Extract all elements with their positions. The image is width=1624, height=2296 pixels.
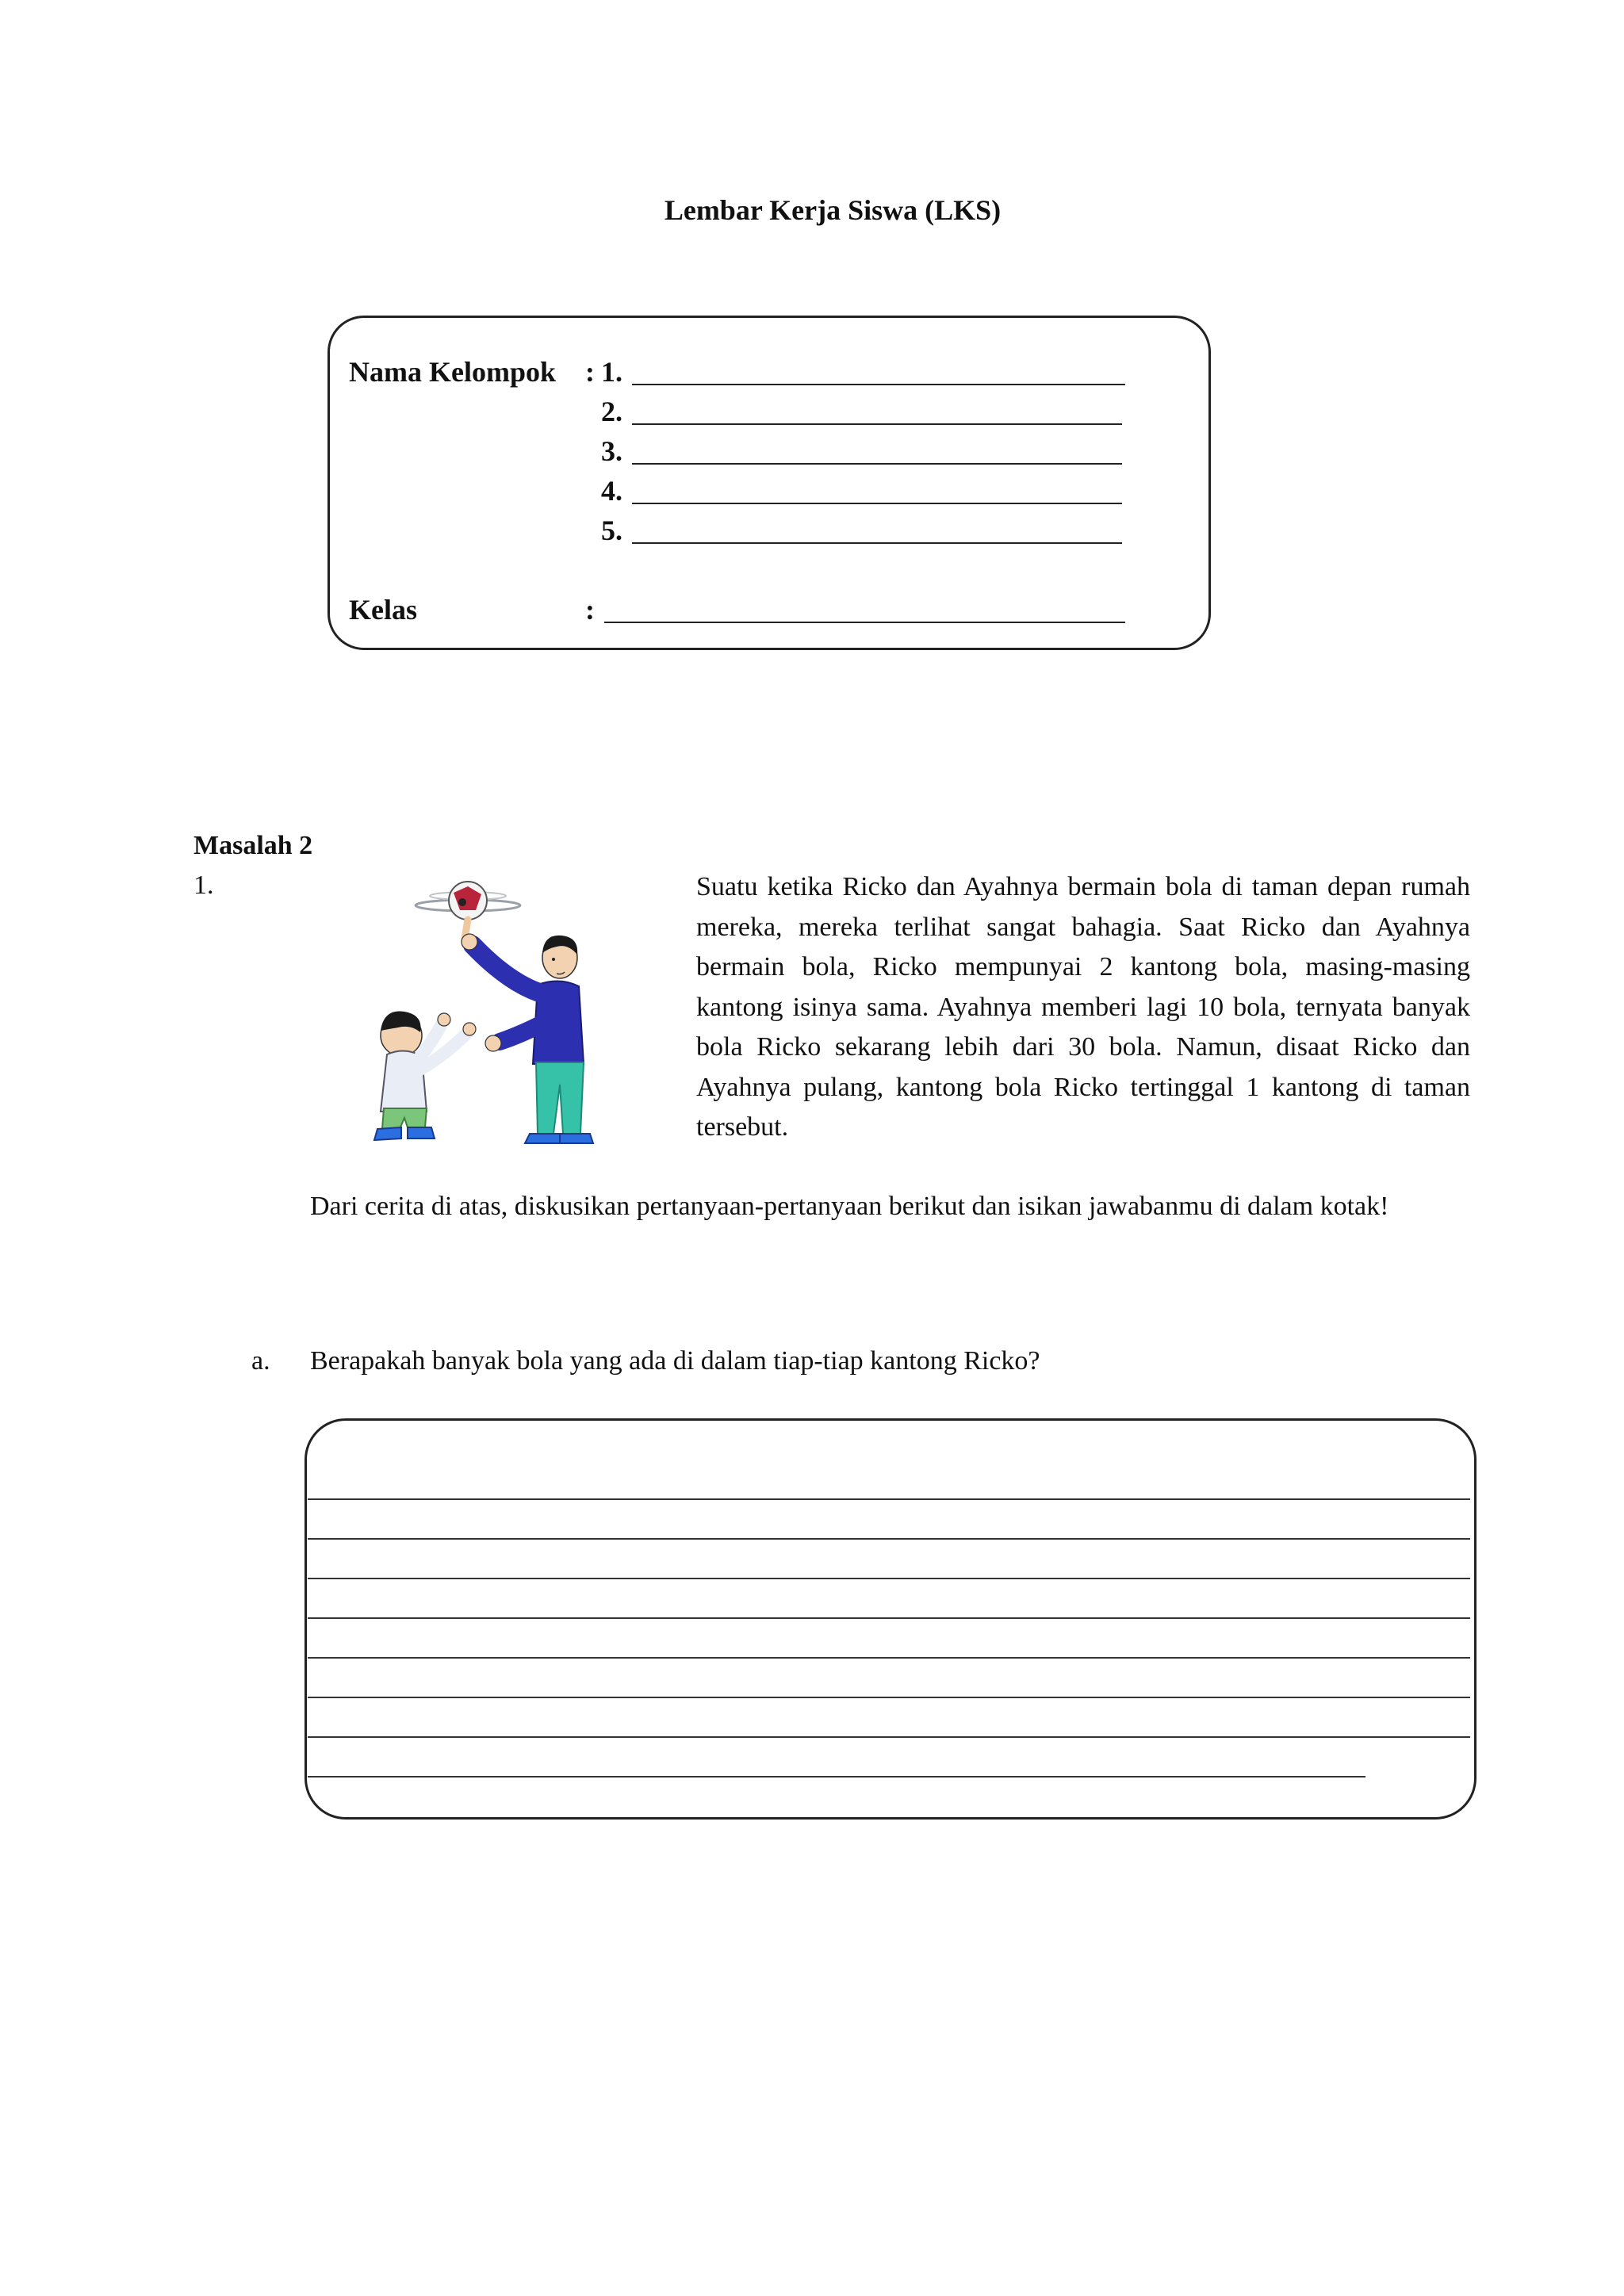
answer-line[interactable] [308, 1657, 1470, 1659]
member-4-line[interactable] [632, 503, 1122, 504]
section-title: Masalah 2 [193, 831, 313, 860]
story-paragraph: Suatu ketika Ricko dan Ayahnya bermain bola di taman depan rumah mereka, mereka terlihat sangat bahagia. Saat Ricko dan Ayahnya bermain bola, Ricko mempunyai 2 kantong bola, masing-masing kantong isinya sama. Ayahnya memberi lagi 10 bola, ternyata banyak bola Ricko sekarang lebih dari 30 bola. Namun, disaat Ricko dan Ayahnya pulang, kantong bola Ricko tertinggal 1 kantong di taman tersebut. [696, 872, 1470, 1142]
answer-line[interactable] [308, 1538, 1470, 1540]
answer-line[interactable] [308, 1498, 1470, 1500]
answer-line[interactable] [308, 1617, 1470, 1619]
group-name-label: Nama Kelompok [349, 356, 556, 388]
member-2-line[interactable] [632, 423, 1122, 425]
answer-line[interactable] [308, 1736, 1470, 1738]
answer-line[interactable] [308, 1697, 1470, 1698]
class-label: Kelas [349, 594, 417, 626]
class-line[interactable] [604, 622, 1125, 623]
answer-line[interactable] [308, 1578, 1470, 1579]
member-number-5: 5. [601, 515, 622, 546]
group-separator: : [585, 356, 595, 388]
member-number-3: 3. [601, 435, 622, 467]
class-separator: : [585, 594, 595, 626]
question-letter: a. [251, 1346, 270, 1376]
question-text: Berapakah banyak bola yang ada di dalam tiap-tiap kantong Ricko? [310, 1346, 1040, 1376]
member-number-2: 2. [601, 396, 622, 427]
member-number-4: 4. [601, 475, 622, 507]
member-5-line[interactable] [632, 542, 1122, 544]
member-3-line[interactable] [632, 463, 1122, 465]
father-son-ball-illustration [349, 866, 619, 1161]
answer-line[interactable] [308, 1776, 1365, 1777]
page-title: Lembar Kerja Siswa (LKS) [664, 194, 1002, 226]
member-number-1: 1. [601, 356, 622, 388]
member-1-line[interactable] [632, 384, 1125, 385]
problem-number: 1. [193, 871, 214, 900]
answer-box[interactable] [304, 1418, 1477, 1820]
instruction-paragraph: Dari cerita di atas, diskusikan pertanyaan-pertanyaan berikut dan isikan jawabanmu di dalam kotak! [310, 1192, 1389, 1221]
